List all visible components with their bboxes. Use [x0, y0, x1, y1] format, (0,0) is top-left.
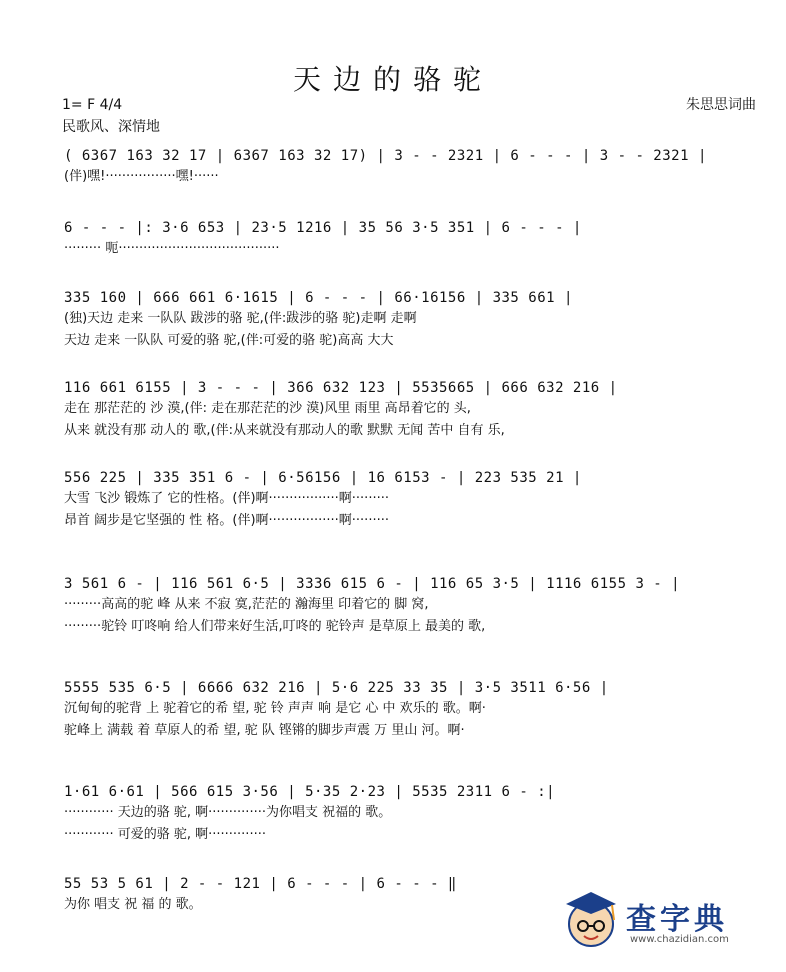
notation-line: 3 561 6 - | 116 561 6·5 | 3336 615 6 - | 116 65 3·5 | 1116 6155 3 - |: [64, 576, 681, 592]
lyric-line: 大雪 飞沙 锻炼了 它的性格。(伴)啊·················啊·········: [64, 491, 389, 506]
score-system: [64, 678, 776, 742]
score-system: [64, 574, 776, 638]
song-meta-left: [62, 94, 160, 138]
key-time-signature: 1= F 4/4: [62, 97, 123, 113]
lyric-line: 昂首 阔步是它坚强的 性 格。(伴)啊·················啊·········: [64, 513, 389, 528]
logo-url: www.chazidian.com: [630, 934, 729, 945]
site-logo: [556, 888, 766, 958]
notation-line: 1·61 6·61 | 566 615 3·56 | 5·35 2·23 | 5535 2311 6 - :|: [64, 784, 556, 800]
score-system: [64, 146, 776, 188]
lyric-line: 天边 走来 一队队 可爱的骆 驼,(伴:可爱的骆 驼)高高 大大: [64, 333, 394, 348]
notation-line: 116 661 6155 | 3 - - - | 366 632 123 | 5535665 | 666 632 216 |: [64, 380, 618, 396]
notation-line: 335 160 | 666 661 6·1615 | 6 - - - | 66·16156 | 335 661 |: [64, 290, 573, 306]
style-marking: 民歌风、深情地: [62, 119, 160, 135]
lyric-line: ·········高高的驼 峰 从来 不寂 寞,茫茫的 瀚海里 印着它的 脚 窝,: [64, 597, 429, 612]
credit: 朱思思词曲: [686, 97, 756, 113]
scholar-cartoon-icon: [562, 888, 620, 950]
lyric-line: ·········驼铃 叮咚响 给人们带来好生活,叮咚的 驼铃声 是草原上 最美的 歌,: [64, 619, 486, 634]
lyric-line: ············ 可爱的骆 驼, 啊··············: [64, 827, 266, 842]
score-system: [64, 288, 776, 352]
lyric-line: ········· 呃·······································: [64, 241, 280, 256]
lyric-line: (伴)嘿!·················嘿!······: [64, 169, 219, 184]
lyric-line: 驼峰上 满载 着 草原人的希 望, 驼 队 铿锵的脚步声震 万 里山 河。啊·: [64, 723, 465, 738]
lyric-line: 从来 就没有那 动人的 歌,(伴:从来就没有那动人的歌 默默 无闻 苦中 自有 乐,: [64, 423, 505, 438]
notation-line: ( 6367 163 32 17 | 6367 163 32 17) | 3 - - 2321 | 6 - - - | 3 - - 2321 |: [64, 148, 707, 164]
score-system: [64, 218, 776, 260]
notation-line: 55 53 5 61 | 2 - - 121 | 6 - - - | 6 - - - ‖: [64, 876, 457, 892]
logo-text: 查字典: [626, 902, 728, 937]
notation-line: 6 - - - |: 3·6 653 | 23·5 1216 | 35 56 3·5 351 | 6 - - - |: [64, 220, 582, 236]
score-system: [64, 782, 776, 846]
lyric-line: 走在 那茫茫的 沙 漠,(伴: 走在那茫茫的沙 漠)风里 雨里 高昂着它的 头,: [64, 401, 471, 416]
song-title: 天边的骆驼: [292, 63, 493, 96]
lyric-line: ············ 天边的骆 驼, 啊··············为你唱支 祝福的 歌。: [64, 805, 392, 820]
score-system: [64, 378, 776, 442]
lyric-line: (独)天边 走来 一队队 跋涉的骆 驼,(伴:跋涉的骆 驼)走啊 走啊: [64, 311, 417, 326]
score-system: [64, 468, 776, 532]
lyric-line: 沉甸甸的驼背 上 驼着它的希 望, 驼 铃 声声 响 是它 心 中 欢乐的 歌。啊·: [64, 701, 486, 716]
notation-line: 5555 535 6·5 | 6666 632 216 | 5·6 225 33 35 | 3·5 3511 6·56 |: [64, 680, 609, 696]
lyric-line: 为你 唱支 祝 福 的 歌。: [64, 897, 202, 912]
notation-line: 556 225 | 335 351 6 - | 6·56156 | 16 6153 - | 223 535 21 |: [64, 470, 582, 486]
